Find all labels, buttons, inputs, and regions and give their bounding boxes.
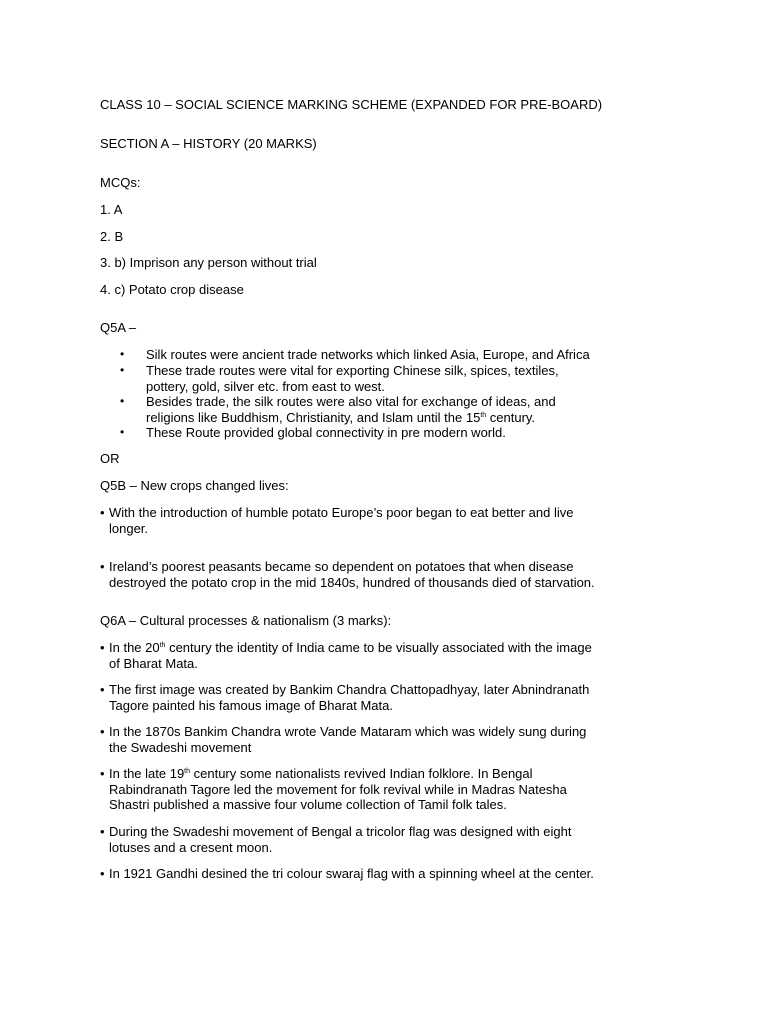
bullet-icon: • — [100, 766, 105, 781]
document-title: CLASS 10 – SOCIAL SCIENCE MARKING SCHEME (EXPANDED FOR PRE-BOARD) — [100, 97, 603, 112]
mcq-item: 2. B — [100, 229, 124, 244]
list-item — [100, 682, 600, 713]
q5a-point: These Route provided global connectivity in pre modern world. — [146, 425, 506, 440]
q6a-heading: Q6A – Cultural processes & nationalism (3 marks): — [100, 613, 392, 628]
q5a-point: These trade routes were vital for exporting Chinese silk, spices, textiles, pottery, gold, silver etc. from east to west. — [146, 363, 559, 394]
q6a-point: During the Swadeshi movement of Bengal a tricolor flag was designed with eight lotuses and a cresent moon. — [109, 824, 572, 855]
bullet-icon: • — [100, 824, 105, 839]
list-item — [100, 824, 580, 855]
list-item — [120, 394, 600, 425]
bullet-icon: • — [100, 866, 105, 881]
bullet-icon: • — [100, 559, 105, 574]
q5b-heading: Q5B – New crops changed lives: — [100, 478, 289, 493]
mcq-item: 1. A — [100, 202, 123, 217]
bullet-icon: • — [120, 425, 125, 439]
bullet-icon: • — [120, 347, 125, 361]
q5b-point: Ireland’s poorest peasants became so dependent on potatoes that when disease destroyed the potato crop in the mid 1840s, hundred of thousands died of starvation. — [109, 559, 595, 590]
q5a-point: Silk routes were ancient trade networks which linked Asia, Europe, and Africa — [146, 347, 590, 362]
list-item — [120, 363, 600, 394]
list-item — [100, 724, 590, 755]
list-item — [100, 866, 600, 882]
bullet-icon: • — [120, 394, 125, 408]
bullet-icon: • — [100, 505, 105, 520]
mcq-item: 4. c) Potato crop disease — [100, 282, 244, 297]
bullet-icon: • — [100, 682, 105, 697]
q6a-point: In 1921 Gandhi desined the tri colour swaraj flag with a spinning wheel at the center. — [109, 866, 594, 881]
list-item — [100, 640, 600, 671]
list-item — [100, 505, 580, 536]
list-item — [100, 766, 575, 813]
bullet-icon: • — [100, 724, 105, 739]
q6a-point: In the 1870s Bankim Chandra wrote Vande Mataram which was widely sung during the Swadeshi movement — [109, 724, 587, 755]
mcq-heading: MCQs: — [100, 175, 141, 190]
mcq-item: 3. b) Imprison any person without trial — [100, 255, 317, 270]
q5b-point: With the introduction of humble potato Europe’s poor began to eat better and live longer. — [109, 505, 574, 536]
bullet-icon: • — [100, 640, 105, 655]
q6a-point: In the 20th century the identity of India came to be visually associated with the image of Bharat Mata. — [109, 640, 592, 671]
q5a-point: Besides trade, the silk routes were also vital for exchange of ideas, and religions like Buddhism, Christianity, and Islam until the 15th century. — [146, 394, 556, 425]
q5a-heading: Q5A – — [100, 320, 137, 335]
list-item — [120, 425, 600, 441]
bullet-icon: • — [120, 363, 125, 377]
list-item — [100, 559, 600, 590]
q6a-point: The first image was created by Bankim Chandra Chattopadhyay, later Abnindranath Tagore painted his famous image of Bharat Mata. — [109, 682, 590, 713]
or-label: OR — [100, 451, 120, 466]
section-a-heading: SECTION A – HISTORY (20 MARKS) — [100, 136, 317, 151]
list-item — [120, 347, 600, 363]
q6a-point: In the late 19th century some nationalists revived Indian folklore. In Bengal Rabindranath Tagore led the movement for folk revival while in Madras Natesha Shastri published a massive four volume collection of Tamil folk tales. — [109, 766, 567, 812]
